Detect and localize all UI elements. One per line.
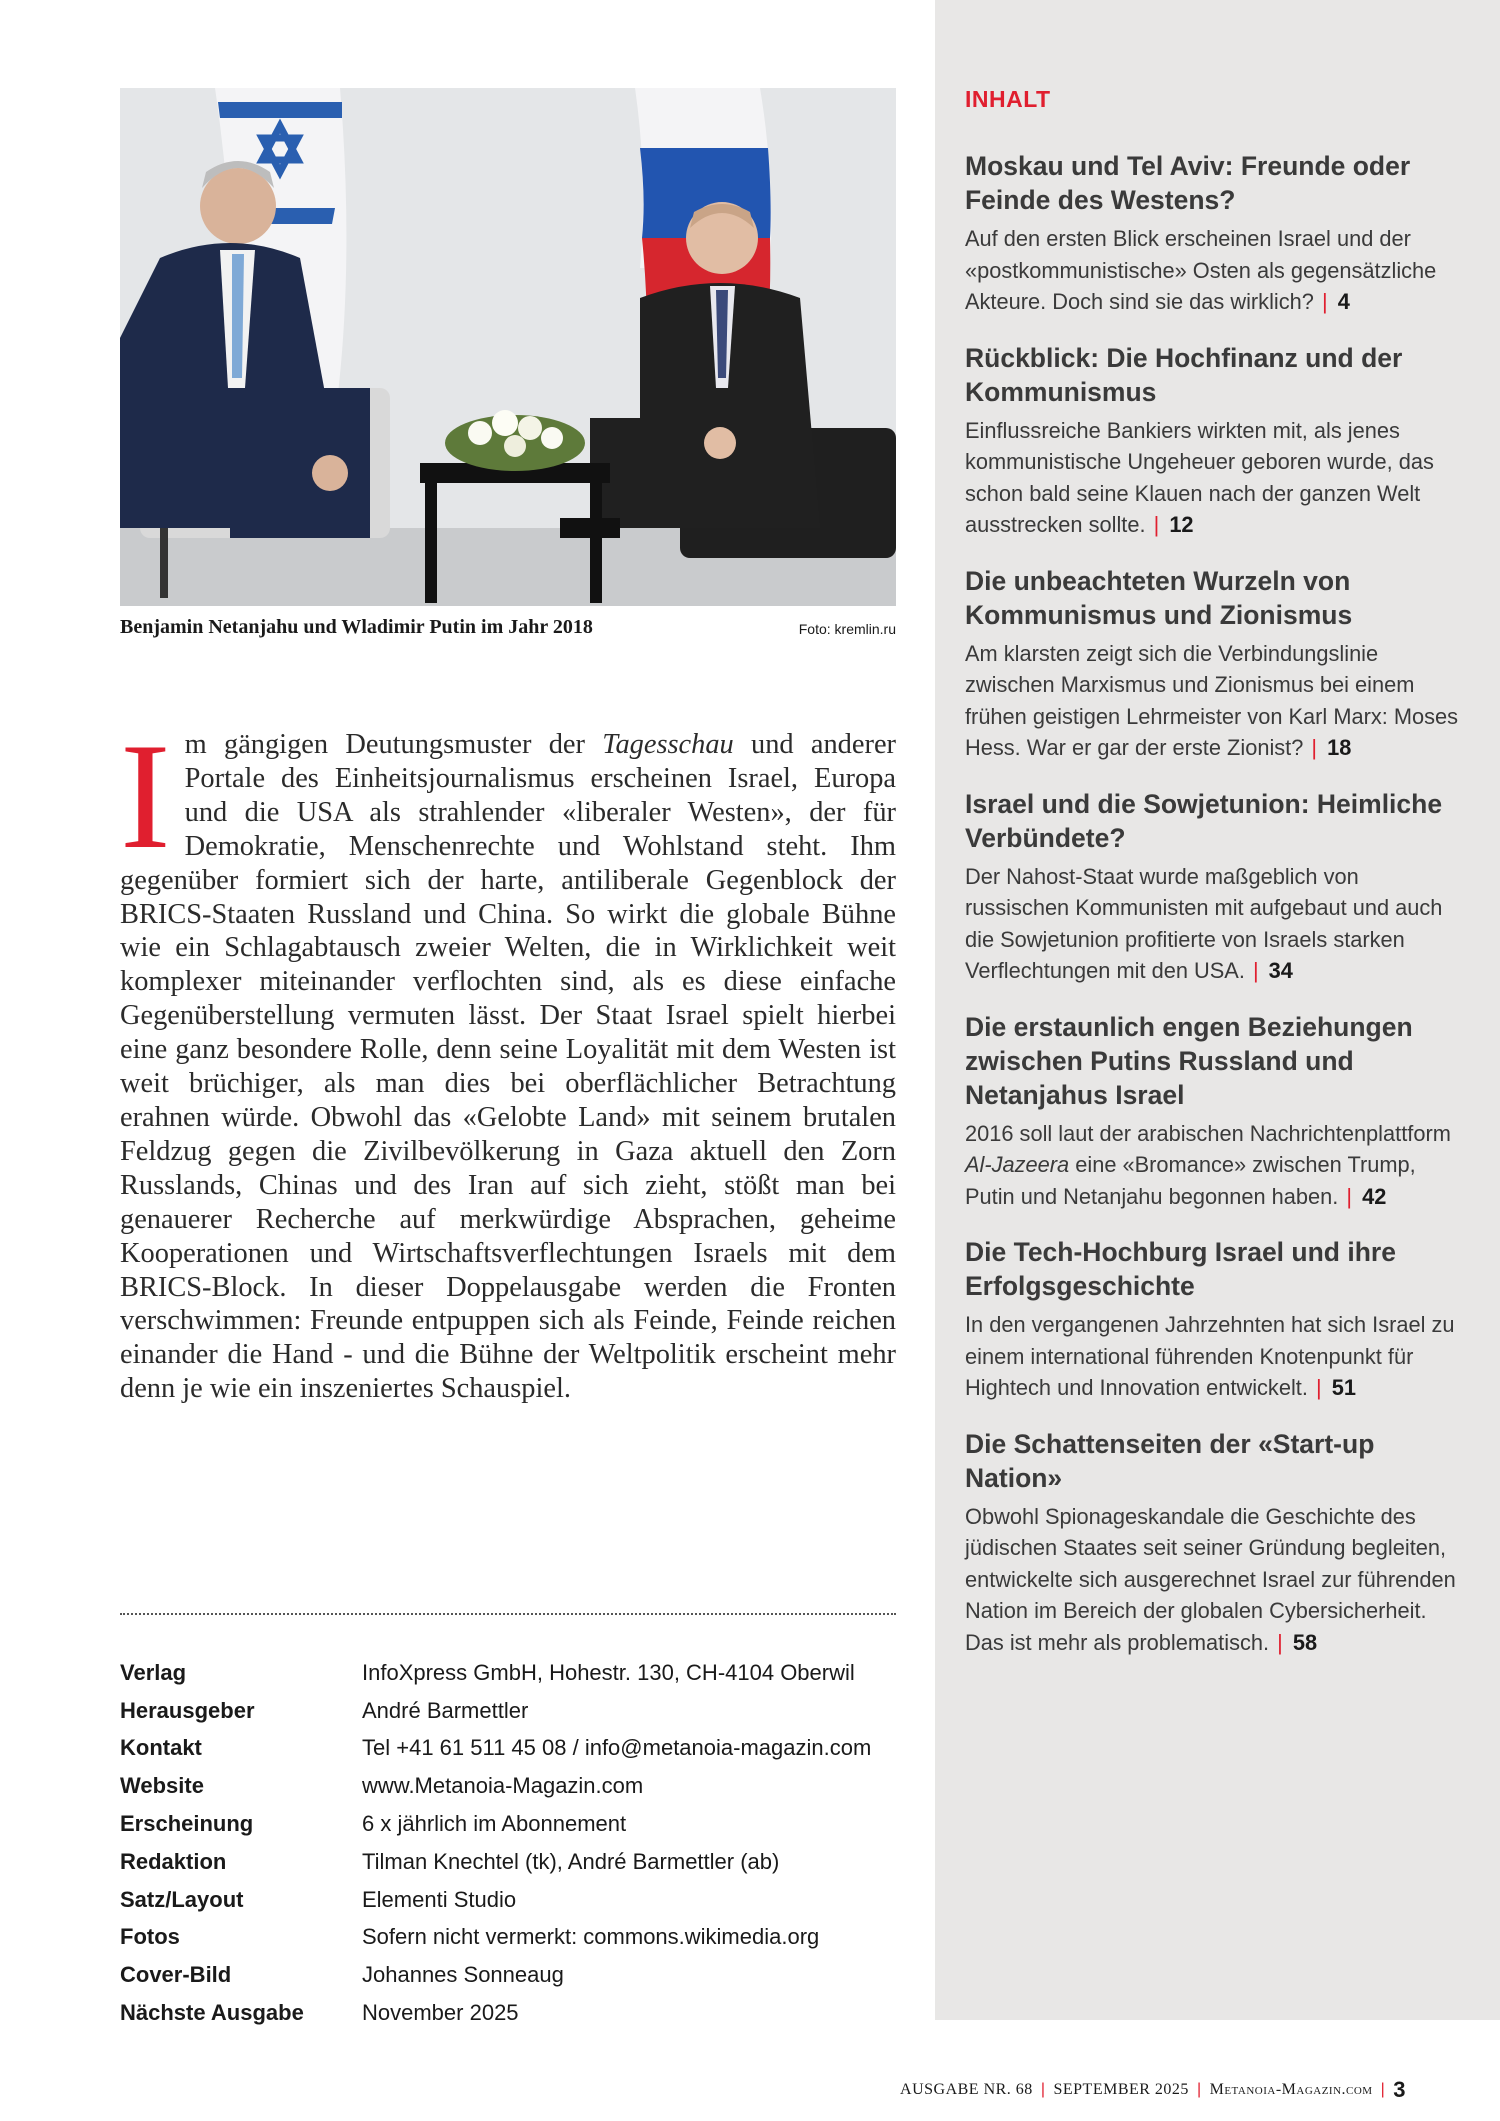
toc-item[interactable] xyxy=(965,1427,1465,1659)
imprint-label: Satz/Layout xyxy=(120,1886,244,1912)
toc-item-title: Die Schattenseiten der «Start-up Nation» xyxy=(965,1428,1375,1493)
toc-separator: | xyxy=(1271,1629,1289,1655)
footer-separator: | xyxy=(1196,2081,1202,2098)
photo-illustration xyxy=(120,88,896,606)
toc-page-number[interactable]: 58 xyxy=(1292,1629,1318,1655)
toc-page-number[interactable]: 42 xyxy=(1362,1183,1387,1209)
imprint-value: Elementi Studio xyxy=(362,1886,517,1912)
toc-heading: INHALT xyxy=(965,86,1051,112)
toc-item-desc-text: Auf den ersten Blick erscheinen Israel und der «postkommunistische» Osten als gegensätzliche Akteure. Doch sind sie das wirklich? xyxy=(965,226,1437,314)
imprint-row xyxy=(120,1919,896,1957)
toc-item-title: Die unbeachteten Wurzeln von Kommunismus und Zionismus xyxy=(965,565,1353,630)
toc-page-number[interactable]: 51 xyxy=(1331,1375,1356,1400)
toc-item-desc-text: Einflussreiche Bankiers wirkten mit, als jenes kommunistische Ungeheuer geboren wurde, das schon bald seine Klauen nach der ganzen Welt ausstrecken sollte. xyxy=(965,417,1434,537)
photo-caption xyxy=(120,616,896,646)
toc-item-title: Moskau und Tel Aviv: Freunde oder Feinde des Westens? xyxy=(965,151,1411,215)
imprint-value: www.Metanoia-Magazin.com xyxy=(362,1773,644,1799)
toc-page-number[interactable]: 12 xyxy=(1169,512,1194,537)
footer-issue: AUSGABE NR. 68 xyxy=(900,2081,1033,2098)
toc-separator: | xyxy=(1309,1375,1328,1400)
imprint-value: Tilman Knechtel (tk), André Barmettler (ab) xyxy=(362,1848,780,1874)
imprint-row xyxy=(120,1730,896,1768)
toc-item-desc-text: 2016 soll laut der arabischen Nachrichtenplattform xyxy=(965,1120,1451,1146)
toc-item-desc-text: eine «Bromance» zwischen Trump, Putin und Netanjahu begonnen haben. xyxy=(965,1152,1416,1209)
toc-item-description xyxy=(965,1309,1465,1404)
toc-item[interactable] xyxy=(965,341,1465,541)
toc-item[interactable] xyxy=(965,564,1465,764)
imprint-row xyxy=(120,1881,896,1919)
imprint-label: Redaktion xyxy=(120,1848,227,1874)
footer-separator: | xyxy=(1040,2081,1046,2098)
imprint-row xyxy=(120,1843,896,1881)
imprint-label: Nächste Ausgabe xyxy=(120,2000,304,2026)
footer-separator: | xyxy=(1380,2081,1386,2098)
imprint-row xyxy=(120,1994,896,2032)
editorial-text-rest: und anderer Portale des Einheitsjournalismus erscheinen Israel, Europa und die USA als strahlender «liberaler Westen», der für Demokratie, Menschenrechte und Wohlstand steht. Ihm gegenüber formiert sich der harte, antiliberale Gegenblock der BRICS-Staaten Russland und China. So wirkt die globale Bühne wie ein Schlagabtausch zweier Welten, die in Wirklichkeit weit komplexer miteinander verflochten sind, als es diese einfache Gegenüberstellung vermuten lässt. Der Staat Israel spielt hierbei eine ganz besondere Rolle, denn seine Loyalität mit dem Westen ist weit brüchiger, als man dies bei oberflächlicher Betrachtung erahnen würde. Obwohl das «Gelobte Land» mit seinem brutalen Feldzug gegen die Zivilbevölkerung in Gaza aktuell den Zorn Russlands, Chinas und des Iran auf sich zieht, stößt man bei genauerer Recherche auf merkwürdige Absprachen, geheime Kooperationen und Wirtschaftsverflechtungen Israels mit dem BRICS-Block. In dieser Doppelausgabe werden die Fronten verschwimmen: Freunde entpuppen sich als Feinde, Feinde reichen einander die Hand - und die Bühne der Weltpolitik erscheint mehr denn je wie ein inszeniertes Schauspiel. xyxy=(120,729,896,1405)
editorial-text-start: m gängigen Deutungsmuster der xyxy=(184,729,603,760)
imprint-value: Johannes Sonneaug xyxy=(362,1962,564,1988)
toc-separator: | xyxy=(1246,958,1265,983)
dotted-divider xyxy=(120,1613,896,1615)
photo-credit: Foto: kremlin.ru xyxy=(798,621,896,637)
toc-item-desc-text: Der Nahost-Staat wurde maßgeblich von russischen Kommunisten mit aufgebaut und auch die Sowjetunion profitierte von Israels starken Verflechtungen mit den USA. xyxy=(965,863,1443,983)
footer-date: SEPTEMBER 2025 xyxy=(1053,2081,1189,2098)
toc-item[interactable] xyxy=(965,1235,1465,1404)
toc-item-title: Israel und die Sowjetunion: Heimliche Verbündete? xyxy=(965,788,1443,853)
editorial-text xyxy=(120,712,896,1406)
imprint-table xyxy=(120,1654,896,2032)
imprint-value: 6 x jährlich im Abonnement xyxy=(362,1811,627,1837)
imprint-label: Fotos xyxy=(120,1924,180,1950)
imprint-row xyxy=(120,1767,896,1805)
drop-cap: I xyxy=(120,712,171,880)
footer-site: Metanoia-Magazin.com xyxy=(1209,2081,1373,2098)
toc-item[interactable] xyxy=(965,787,1465,987)
toc-item-desc-text: Obwohl Spionageskandale die Geschichte des jüdischen Staates seit seiner Gründung begleiten, entwickelte sich ausgerechnet Israel zur führenden Nation im Bereich der globalen Cybersicherheit. Das ist mehr als problematisch. xyxy=(965,1503,1456,1655)
imprint-label: Kontakt xyxy=(120,1735,202,1761)
imprint-row xyxy=(120,1956,896,1994)
toc-item-description xyxy=(965,861,1465,987)
toc-separator: | xyxy=(1315,289,1334,314)
imprint-row xyxy=(120,1692,896,1730)
toc-page-number[interactable]: 18 xyxy=(1327,735,1352,760)
toc-separator: | xyxy=(1305,735,1324,760)
toc-page-number[interactable]: 34 xyxy=(1268,958,1293,983)
toc-item-title: Rückblick: Die Hochfinanz und der Kommunismus xyxy=(965,342,1403,407)
imprint-value: André Barmettler xyxy=(362,1697,529,1723)
toc-item-title: Die erstaunlich engen Beziehungen zwischen Putins Russland und Netanjahus Israel xyxy=(965,1011,1413,1110)
page-footer xyxy=(900,2077,1406,2103)
toc-item-description xyxy=(965,1118,1465,1213)
toc-page-number[interactable]: 4 xyxy=(1337,289,1350,314)
toc-sidebar xyxy=(935,0,1500,2020)
imprint-value: November 2025 xyxy=(362,2000,519,2026)
toc-item[interactable] xyxy=(965,149,1465,318)
toc-item-desc-italic: Al-Jazeera xyxy=(965,1152,1070,1177)
editorial-italic: Tagesschau xyxy=(602,729,734,760)
article-photo xyxy=(120,88,896,606)
imprint-value: Tel +41 61 511 45 08 / info@metanoia-magazin.com xyxy=(362,1735,872,1761)
imprint-label: Verlag xyxy=(120,1659,187,1685)
imprint-label: Website xyxy=(120,1773,204,1799)
page-number: 3 xyxy=(1393,2077,1406,2102)
imprint-value: InfoXpress GmbH, Hohestr. 130, CH-4104 Oberwil xyxy=(362,1659,855,1685)
toc-item-title: Die Tech-Hochburg Israel und ihre Erfolgsgeschichte xyxy=(965,1237,1396,1301)
imprint-row xyxy=(120,1805,896,1843)
imprint-label: Herausgeber xyxy=(120,1697,255,1723)
toc-item-desc-text: Am klarsten zeigt sich die Verbindungslinie zwischen Marxismus und Zionismus bei einem frühen geistigen Lehrmeister von Karl Marx: Moses Hess. War er gar der erste Zionist? xyxy=(965,640,1459,760)
caption-text: Benjamin Netanjahu und Wladimir Putin im Jahr 2018 xyxy=(120,616,593,638)
toc-item-description xyxy=(965,638,1465,764)
toc-separator: | xyxy=(1147,512,1166,537)
toc-separator: | xyxy=(1340,1183,1359,1209)
imprint-label: Cover-Bild xyxy=(120,1962,232,1988)
toc-item-description xyxy=(965,415,1465,541)
imprint-row xyxy=(120,1654,896,1692)
toc-item-desc-text: In den vergangenen Jahrzehnten hat sich Israel zu einem international führenden Knotenpunkt für Hightech und Innovation entwickelt. xyxy=(965,1312,1455,1400)
toc-item[interactable] xyxy=(965,1010,1465,1213)
toc-list xyxy=(965,86,1465,1681)
imprint-label: Erscheinung xyxy=(120,1811,254,1837)
imprint-value: Sofern nicht vermerkt: commons.wikimedia.org xyxy=(362,1924,820,1950)
toc-item-description xyxy=(965,223,1465,318)
toc-item-description xyxy=(965,1501,1465,1659)
